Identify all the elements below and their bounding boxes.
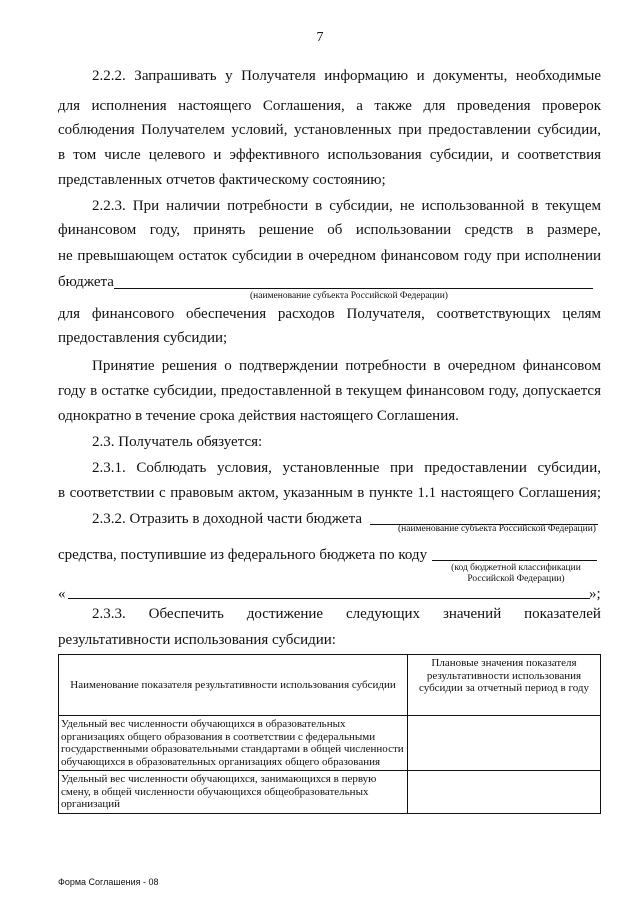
caption-subject-name-2: (наименование субъекта Российской Федерации) [398, 524, 596, 534]
clause-2-2-2-line-3: соблюдения Получателем условий, установленных при предоставлении субсидии, [58, 122, 601, 138]
clause-2-3-3-line-2: результативности использования субсидии: [58, 632, 336, 648]
open-quote: « [58, 586, 66, 602]
table-row [59, 771, 601, 814]
budget-code-blank [432, 560, 597, 561]
word-6: показателей [524, 606, 601, 622]
clause-2-2-3-line-4: бюджета [58, 274, 114, 290]
clause-2-2-3-line-3: не превышающем остаток субсидии в очередном финансовом году при исполнении [58, 248, 601, 264]
clause-2-3-3-line-1 [92, 604, 601, 624]
clause-2-2-3-line-2: финансовом году, принять решение об использовании средств в размере, [58, 222, 601, 238]
decision-line-2: году в остатке субсидии, предоставленной в текущем финансовом году, допускается [58, 383, 601, 399]
caption-code-line-2: Российской Федерации) [467, 574, 565, 584]
clause-2-3-2-line-1: 2.3.2. Отразить в доходной части бюджета [92, 511, 362, 527]
decision-line-1: Принятие решения о подтверждении потребности в очередном финансовом [92, 358, 601, 374]
close-quote: »; [589, 586, 601, 602]
page-number: 7 [316, 30, 324, 45]
budget-subject-blank [114, 288, 593, 289]
clause-2-2-3-line-6: предоставления субсидии; [58, 330, 228, 346]
clause-2-2-2-line-2: для исполнения настоящего Соглашения, а также для проведения проверок [58, 98, 601, 114]
word-5: значений [442, 606, 502, 622]
decision-line-3: однократно в течение срока действия настоящего Соглашения. [58, 408, 459, 424]
clause-2-2-3-line-1: 2.2.3. При наличии потребности в субсидии, не использованной в текущем [92, 198, 601, 214]
clause-2-2-3-line-5: для финансового обеспечения расходов Получателя, соответствующих целям [58, 306, 601, 322]
clause-2-3-1-line-2: в соответствии с правовым актом, указанным в пункте 1.1 настоящего Соглашения; [58, 485, 601, 501]
word-3: достижение [246, 606, 324, 622]
form-footer: Форма Соглашения - 08 [58, 877, 159, 887]
clause-2-3-2-line-2: средства, поступившие из федерального бюджета по коду [58, 547, 428, 563]
table-header-row [59, 655, 601, 716]
code-name-blank [68, 598, 590, 599]
clause-2-3-1-line-1: 2.3.1. Соблюдать условия, установленные при предоставлении субсидии, [92, 460, 601, 476]
clause-2-2-2-line-5: представленных отчетов фактическому состоянию; [58, 172, 386, 188]
clause-2-2-2-line-1: 2.2.2. Запрашивать у Получателя информацию и документы, необходимые [92, 68, 601, 84]
caption-subject-name: (наименование субъекта Российской Федерации) [250, 291, 448, 301]
header-indicator-name: Наименование показателя результативности использования субсидии [59, 655, 408, 716]
planned-value-cell [408, 716, 601, 771]
indicators-table [58, 654, 601, 814]
table-row [59, 716, 601, 771]
caption-code-line-1: (код бюджетной классификации [451, 563, 581, 573]
indicator-name-cell: Удельный вес численности обучающихся, занимающихся в первую смену, в общей численности обучающихся общеобразовательных организаций [59, 771, 408, 814]
word-1: 2.3.3. [92, 606, 126, 622]
indicator-name-cell: Удельный вес численности обучающихся в образовательных организациях общего образования в соответствии с федеральными государственными образовательными стандартами в общей численности обучающихся в образовательных организациях общего образования [59, 716, 408, 771]
planned-value-cell [408, 771, 601, 814]
word-2: Обеспечить [148, 606, 224, 622]
word-4: следующих [346, 606, 421, 622]
clause-2-3-heading: 2.3. Получатель обязуется: [92, 434, 263, 450]
header-planned-values: Плановые значения показателя результативности использования субсидии за отчетный период в году [408, 655, 601, 716]
clause-2-2-2-line-4: в том числе целевого и эффективного использования субсидии, и соответствия [58, 147, 601, 163]
